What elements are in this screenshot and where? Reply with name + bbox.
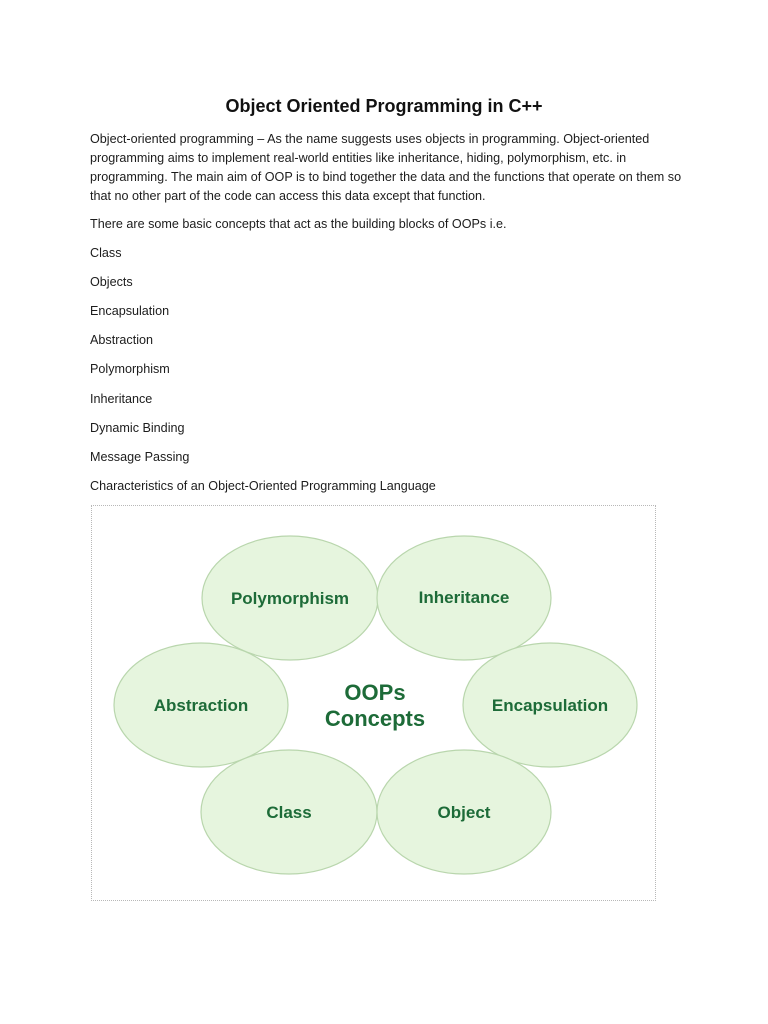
- list-item-encapsulation: Encapsulation: [90, 304, 170, 318]
- list-item-polymorphism: Polymorphism: [90, 362, 170, 376]
- list-item-dynamic-binding: Dynamic Binding: [90, 421, 185, 435]
- bubble-abstraction-label: Abstraction: [153, 696, 249, 715]
- oops-concepts-svg: [92, 506, 657, 902]
- center-label-line1: OOPs: [344, 680, 406, 705]
- bubble-polymorphism-label: Polymorphism: [230, 589, 350, 608]
- center-label-line2: Concepts: [324, 706, 426, 731]
- bubble-encapsulation: [463, 643, 637, 767]
- list-item-inheritance: Inheritance: [90, 392, 153, 406]
- concepts-intro-paragraph: There are some basic concepts that act as the building blocks of OOPs i.e.: [90, 217, 507, 231]
- bubble-inheritance: [377, 536, 551, 660]
- bubble-object: [377, 750, 551, 874]
- bubble-inheritance-label: Inheritance: [418, 588, 510, 607]
- characteristics-heading: Characteristics of an Object-Oriented Programming Language: [90, 479, 436, 493]
- bubble-polymorphism: [202, 536, 378, 660]
- intro-paragraph: Object-oriented programming – As the name suggests uses objects in programming. Object-oriented programming aims to implement real-world entities like inheritance, hiding, polymorphism, etc. in programming. The main aim of OOP is to bind together the data and the functions that operate on them so that no other part of the code can access this data except that function.: [90, 132, 682, 203]
- bubble-class-label: Class: [266, 803, 312, 822]
- list-item-objects: Objects: [90, 275, 133, 289]
- bubble-abstraction: [114, 643, 288, 767]
- bubble-class: [201, 750, 377, 874]
- bubble-encapsulation-label: Encapsulation: [491, 696, 609, 715]
- oops-concepts-diagram: [91, 505, 656, 901]
- list-item-message-passing: Message Passing: [90, 450, 190, 464]
- bubble-object-label: Object: [437, 803, 491, 822]
- page-title: Object Oriented Programming in C++: [225, 96, 543, 116]
- list-item-class: Class: [90, 246, 122, 260]
- list-item-abstraction: Abstraction: [90, 333, 153, 347]
